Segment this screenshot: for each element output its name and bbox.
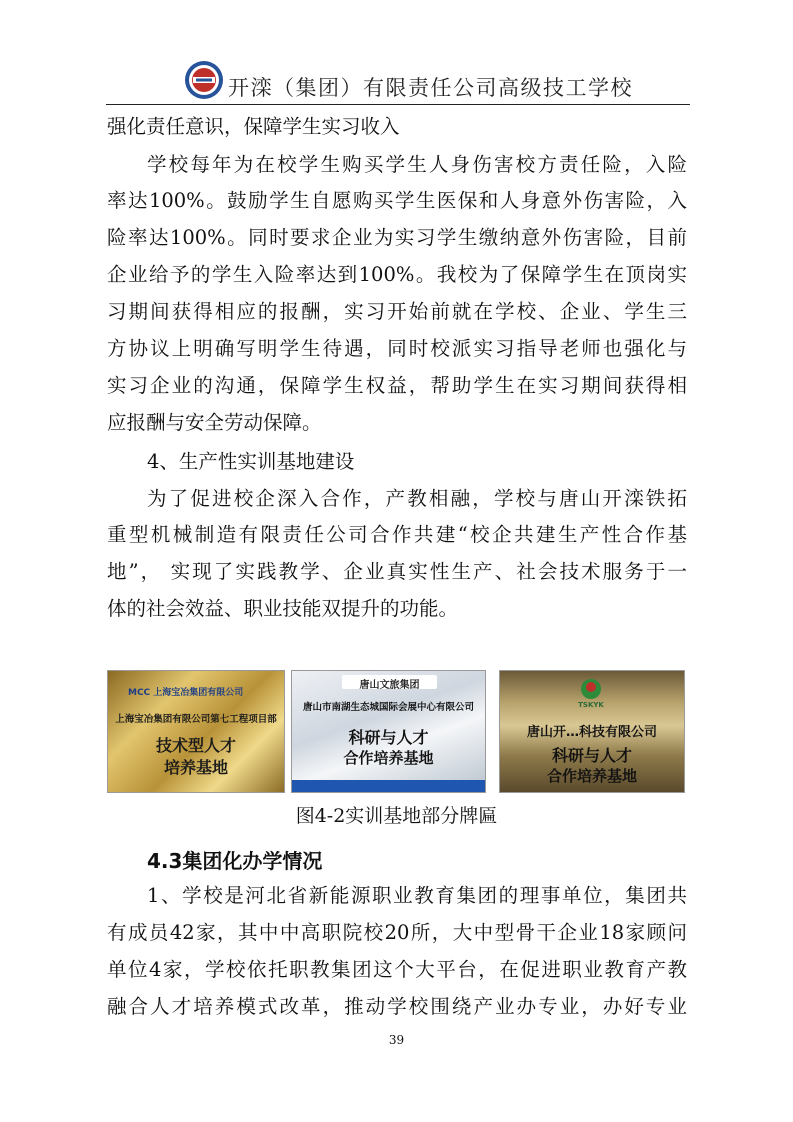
paragraph-line: 单位4家，学校依托职教集团这个大平台，在促进职业教育产教 (107, 958, 687, 981)
plaque-line: 上海宝冶集团有限公司第七工程项目部 (115, 714, 277, 725)
plaque-line: 技术型人才 (155, 736, 236, 755)
plaque-line: 唐山市南湖生态城国际会展中心有限公司 (302, 702, 474, 713)
plaque-photo-3 (499, 670, 685, 793)
plaque-line: 唐山开…科技有限公司 (526, 725, 657, 740)
paragraph-line: 实习企业的沟通，保障学生权益，帮助学生在实习期间获得相 (107, 374, 687, 397)
plaque-logo-text: 唐山文旅集团 (359, 680, 420, 691)
paragraph-line: 重型机械制造有限责任公司合作共建“校企共建生产性合作基 (107, 523, 687, 546)
paragraph-line: 险率达100%。同时要求企业为实习学生缴纳意外伤害险，目前 (107, 226, 687, 249)
plaque-line: 合作培养基地 (343, 749, 434, 767)
plaque-line: 科研与人才 (551, 746, 632, 765)
paragraph-line: 方协议上明确写明学生待遇，同时校派实习指导老师也强化与 (107, 337, 687, 360)
plaque-line: 科研与人才 (348, 728, 429, 747)
paragraph-line: 强化责任意识，保障学生实习收入 (107, 115, 400, 138)
subheading: 4、生产性实训基地建设 (147, 450, 355, 473)
plaque-line: 培养基地 (163, 758, 228, 777)
plaque-logo-text: MCC 上海宝冶集团有限公司 (128, 688, 244, 698)
paragraph-line: 学校每年为在校学生购买学生人身伤害校方责任险，入险 (147, 153, 687, 176)
figure-caption: 图4-2实训基地部分牌匾 (295, 805, 498, 827)
plaque-photo-2 (291, 670, 486, 793)
paragraph-line: 应报酬与安全劳动保障。 (107, 411, 322, 434)
paragraph-line: 率达100%。鼓励学生自愿购买学生医保和人身意外伤害险，入 (107, 189, 687, 212)
paragraph-line: 1、学校是河北省新能源职业教育集团的理事单位，集团共 (147, 884, 687, 907)
paragraph-line: 体的社会效益、职业技能双提升的功能。 (107, 597, 459, 620)
paragraph-line: 为了促进校企深入合作，产教相融，学校与唐山开滦铁拓 (147, 487, 687, 510)
plaque-line: 合作培养基地 (546, 767, 637, 785)
school-logo-icon (184, 60, 224, 100)
page-number: 39 (388, 1033, 405, 1047)
header-title: 开滦（集团）有限责任公司高级技工学校 (228, 76, 633, 100)
section-heading: 4.3集团化办学情况 (147, 849, 323, 873)
paragraph-line: 习期间获得相应的报酬，实习开始前就在学校、企业、学生三 (107, 300, 687, 323)
plaque-base-stripe (292, 780, 485, 792)
page-header (106, 58, 690, 105)
paragraph-line: 融合人才培养模式改革，推动学校围绕产业办专业，办好专业 (107, 995, 687, 1018)
paragraph-line: 地”， 实现了实践教学、企业真实性生产、社会技术服务于一 (107, 560, 687, 583)
plaque-photo-1 (107, 670, 285, 793)
plaque-logo-text: TSKYK (578, 701, 604, 709)
paragraph-line: 有成员42家，其中中高职院校20所，大中型骨干企业18家顾问 (107, 921, 687, 944)
company-logo-icon (576, 677, 606, 701)
paragraph-line: 企业给予的学生入险率达到100%。我校为了保障学生在顶岗实 (107, 263, 687, 286)
